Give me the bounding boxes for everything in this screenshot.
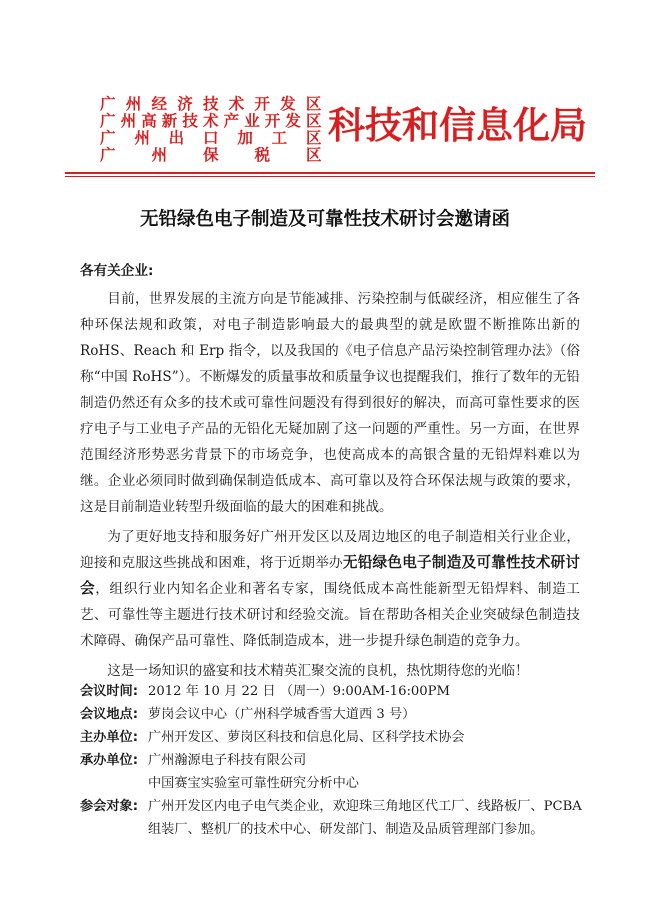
org-line-char: 州	[120, 111, 137, 130]
org-line	[100, 146, 322, 163]
paragraph-purpose	[80, 524, 580, 654]
org-line-char: 开	[254, 94, 271, 113]
audience-line: 广州开发区内电子电气类企业，欢迎珠三角地区代工厂、线路板厂、PCBA	[148, 799, 582, 814]
org-line-char: 发	[280, 94, 297, 113]
venue-value: 萝岗会议中心（广州科学城香雪大道西 3 号）	[148, 707, 416, 722]
org-line-char: 广	[100, 111, 117, 130]
org-line	[100, 95, 322, 112]
header-rule-thick	[65, 172, 595, 174]
host-value: 广州开发区、萝岗区科技和信息化局、区科学技术协会	[148, 730, 465, 745]
organizer-value	[148, 749, 590, 795]
paragraph-invitation: 这是一场知识的盛宴和技术精英汇聚交流的良机，热忱期待您的光临！	[107, 663, 529, 679]
audience-value	[148, 795, 590, 841]
org-line-char: 开	[264, 111, 281, 130]
detail-row-time	[80, 680, 590, 703]
meeting-details	[80, 680, 590, 841]
org-line-char: 经	[151, 94, 168, 113]
org-line-char: 州	[125, 94, 142, 113]
purpose-text-start: 为了更好地支持和服务好广州开发区以及周边地区的电子制造相关行业企业，迎接和克服这些挑战和困难，将于近期举办	[80, 529, 580, 571]
org-line-char: 新	[161, 111, 178, 130]
paragraph-background: 目前，世界发展的主流方向是节能减排、污染控制与低碳经济，相应催生了各种环保法规和政策，对电子制造影响最大的最典型的就是欧盟不断推陈出新的 RoHS、Reach 和 Erp 指令，以及我国的《电子信息产品污染控制管理办法》（俗称“中国 RoHS”）。不断爆发的质量事故和质量争议也提醒我们，推行了数年的无铅制造仍然还有众多的技术或可靠性问题没有得到很好的解决，而高可靠性要求的医疗电子与工业电子产品的无铅化无疑加剧了这一问题的严重性。另一方面，在世界范围经济形势恶劣背景下的市场竞争，也使高成本的高银含量的无铅焊料难以为继。企业必须同时做到确保制造低成本、高可靠以及符合环保法规与政策的要求，这是目前制造业转型升级面临的最大的困难和挑战。	[80, 291, 580, 515]
org-line-char: 口	[202, 128, 219, 147]
org-line-char: 广	[100, 145, 117, 164]
organizer-line: 广州瀚源电子科技有限公司	[148, 753, 307, 768]
time-label: 会议时间:	[80, 684, 139, 699]
org-line-char: 保	[202, 145, 219, 164]
org-line-char: 州	[134, 128, 151, 147]
org-line-char: 加	[237, 128, 254, 147]
org-line-char: 区	[305, 128, 322, 147]
org-line-char: 税	[254, 145, 271, 164]
org-line-char: 广	[100, 128, 117, 147]
detail-row-audience	[80, 795, 590, 841]
org-line-char: 高	[141, 111, 158, 130]
org-line-char: 出	[168, 128, 185, 147]
audience-line: 组装厂、整机厂的技术中心、研发部门、制造及品质管理部门参加。	[148, 822, 544, 837]
detail-row-organizer	[80, 749, 590, 795]
host-label: 主办单位:	[80, 730, 139, 745]
venue-label: 会议地点:	[80, 707, 139, 722]
purpose-text-end: ，组织行业内知名企业和著名专家，围绕低成本高性能新型无铅焊料、制造工艺、可靠性等主题进行技术研讨和经验交流。旨在帮助各相关企业突破绿色制造技术障碍、确保产品可靠性、降低制造成本，进一步提升绿色制造的竞争力。	[80, 581, 580, 649]
org-line-char: 业	[244, 111, 261, 130]
issuing-organizations	[100, 95, 322, 163]
org-line-char: 发	[285, 111, 302, 130]
org-line-char: 产	[223, 111, 240, 130]
letter-body	[80, 258, 580, 684]
header-rule-thin	[65, 176, 595, 177]
org-line-char: 术	[202, 111, 219, 130]
org-line	[100, 112, 322, 129]
org-line-char: 术	[228, 94, 245, 113]
org-line-char: 工	[271, 128, 288, 147]
org-line-char: 广	[100, 94, 117, 113]
audience-label: 参会对象:	[80, 799, 139, 814]
org-line-char: 区	[305, 111, 322, 130]
bureau-name: 科技和信息化局	[328, 103, 587, 147]
document-title: 无铅绿色电子制造及可靠性技术研讨会邀请函	[139, 209, 510, 230]
org-line	[100, 129, 322, 146]
org-line-char: 济	[177, 94, 194, 113]
salutation: 各有关企业:	[80, 263, 154, 279]
org-line-char: 技	[202, 94, 219, 113]
organizer-line: 中国赛宝实验室可靠性研究分析中心	[148, 776, 359, 791]
org-line-char: 州	[151, 145, 168, 164]
detail-row-host	[80, 726, 590, 749]
detail-row-venue	[80, 703, 590, 726]
letterhead	[0, 0, 650, 190]
org-line-char: 区	[305, 145, 322, 164]
organizer-label: 承办单位:	[80, 753, 139, 768]
org-line-char: 技	[182, 111, 199, 130]
org-line-char: 区	[305, 94, 322, 113]
time-value: 2012 年 10 月 22 日 （周一）9:00AM-16:00PM	[148, 684, 451, 699]
seminar-name-highlight: 无铅绿色电子制造及可靠性技术研讨会	[80, 554, 580, 597]
